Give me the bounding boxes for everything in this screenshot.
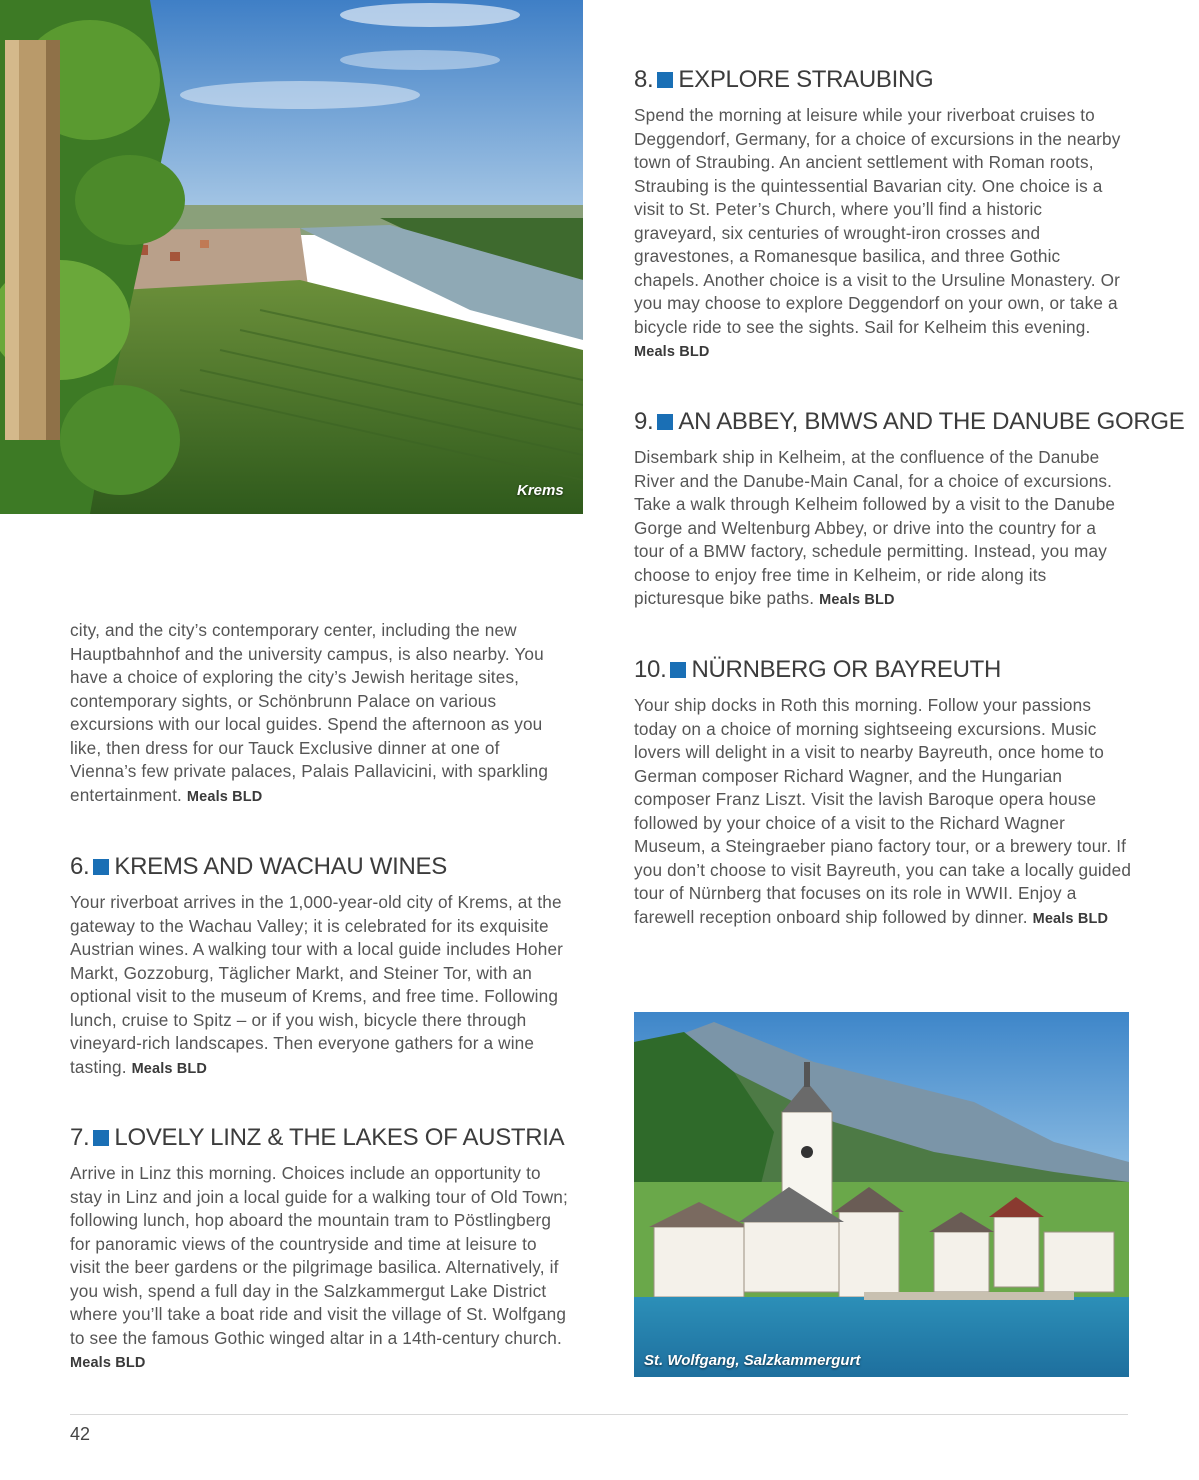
day-7-title: LOVELY LINZ & THE LAKES OF AUSTRIA [114,1124,565,1151]
blue-square-icon [657,414,673,430]
intro-section [70,619,570,809]
day-6-heading [70,852,570,882]
blue-square-icon [93,859,109,875]
vineyard-danube-landscape-icon [0,0,583,514]
day-9-section [634,407,1185,613]
page-number: 42 [70,1424,91,1444]
day-8-section [634,65,1129,365]
day-9-text: Disembark ship in Kelheim, at the confluence of the Danube River and the Danube-Main Canal, for a choice of excursions. Take a walk through Kelheim followed by a visit to the Danube Gorge and Weltenburg Abbey, or drive into the country for a tour of a BMW factory, schedule permitting. Instead, you may choose to enjoy free time in Kelheim, or ride along its picturesque bike paths. [634,447,1116,608]
day-10-section [634,655,1134,931]
st-wolfgang-photo [634,1012,1129,1377]
day-8-title: EXPLORE STRAUBING [678,66,934,93]
day-8-text: Spend the morning at leisure while your riverboat cruises to Deggendorf, Germany, for a choice of excursions in the nearby town of Straubing. An ancient settlement with Roman roots, Straubing is the quintessential Bavarian city. One choice is a visit to St. Peter’s Church, where you’ll find a historic graveyard, six centuries of wrought-iron crosses and gravestones, a Romanesque basilica, and three Gothic chapels. Another choice is a visit to the Ursuline Monastery. Or you may choose to explore Deggendorf on your own, or take a bicycle ride to see the sights. Sail for Kelheim this evening. [634,105,1121,337]
day-6-paragraph [70,891,570,1081]
blue-square-icon [657,72,673,88]
day-6-meals: Meals BLD [131,1060,208,1077]
day-9-title: AN ABBEY, BMWS AND THE DANUBE GORGE [678,408,1185,435]
day-9-heading [634,407,1185,437]
day-10-meals: Meals BLD [1032,910,1109,927]
day-10-title: NÜRNBERG OR BAYREUTH [691,656,1002,683]
day-6-number: 6. [70,853,90,880]
day-8-number: 8. [634,66,654,93]
day-8-meals: Meals BLD [634,344,710,360]
st-wolfgang-caption: St. Wolfgang, Salzkammergurt [644,1352,861,1369]
blue-square-icon [93,1130,109,1146]
footer-divider [70,1414,1128,1415]
lakeside-village-church-icon [634,1012,1129,1377]
intro-text: city, and the city’s contemporary center, including the new Hauptbahnhof and the university campus, is also nearby. You have a choice of exploring the city’s Jewish heritage sites, contemporary sights, or Schönbrunn Palace on various excursions with our local guides. Spend the afternoon as you like, then dress for our Tauck Exclusive dinner at one of Vienna’s few private palaces, Palais Pallavicini, with sparkling entertainment. [70,620,549,805]
day-10-text: Your ship docks in Roth this morning. Follow your passions today on a choice of morning sightseeing excursions. Music lovers will delight in a visit to nearby Bayreuth, once home to German composer Richard Wagner, and the Hungarian composer Franz Liszt. Visit the lavish Baroque opera house followed by your choice of a visit to the Richard Wagner Museum, a Steingraeber piano factory tour, or a brewery tour. If you don’t choose to visit Bayreuth, you can take a locally guided tour of Nürnberg that focuses on its role in WWII. Enjoy a farewell reception onboard ship followed by dinner. [634,695,1132,927]
day-8-heading [634,65,1129,95]
day-6-text: Your riverboat arrives in the 1,000-year-old city of Krems, at the gateway to the Wachau Valley; it is celebrated for its exquisite Austrian wines. A walking tour with a local guide includes Hoher Markt, Gozzoburg, Täglicher Markt, and Steiner Tor, with an optional visit to the museum of Krems, and free time. Following lunch, cruise to Spitz – or if you wish, bicycle there through vineyard-rich landscapes. Then everyone gathers for a wine tasting. [70,892,564,1077]
day-6-section [70,852,570,1081]
day-7-paragraph [70,1162,570,1376]
blue-square-icon [670,662,686,678]
intro-meals: Meals BLD [186,788,263,805]
day-7-text: Arrive in Linz this morning. Choices include an opportunity to stay in Linz and join a local guide for a walking tour of Old Town; following lunch, hop aboard the mountain tram to Pöstlingberg for panoramic views of the countryside and time at leisure to visit the beer gardens or the pilgrimage basilica. Alternatively, if you wish, spend a full day in the Salzkammergut Lake District where you’ll take a boat ride and visit the village of St. Wolfgang to see the famous Gothic winged altar in a 14th-century church. [70,1163,568,1348]
krems-photo [0,0,583,514]
day-10-heading [634,655,1134,685]
day-6-title: KREMS AND WACHAU WINES [114,853,447,880]
day-9-number: 9. [634,408,654,435]
day-7-meals: Meals BLD [70,1355,146,1371]
day-7-section [70,1123,570,1376]
intro-paragraph [70,619,570,809]
day-7-number: 7. [70,1124,90,1151]
day-7-heading [70,1123,570,1153]
day-9-meals: Meals BLD [819,592,895,608]
day-8-paragraph [634,104,1129,365]
day-10-number: 10. [634,656,667,683]
day-9-paragraph [634,446,1129,613]
day-10-paragraph [634,694,1134,931]
krems-caption: Krems [517,482,564,499]
